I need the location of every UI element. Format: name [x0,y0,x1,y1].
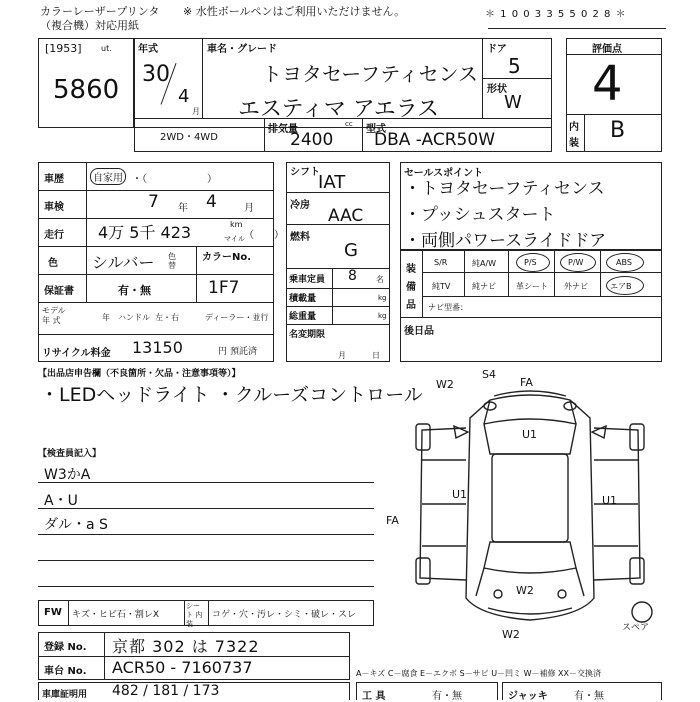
chassis-value: ACR50 - 7160737 [112,658,253,677]
equip-tv: 純TV [432,282,451,291]
history-value: 自家用 [90,168,126,185]
shift-value: IAT [318,172,346,193]
damage-legend: A－キズ C－腐食 E－エクボ S－サビ U－凹ミ W－補修 XX－交換済 [356,669,602,678]
recycle-value: 13150 [132,338,183,357]
registration-value: 京都 302 は 7322 [112,637,260,656]
car-grade: トヨタセーフティセンス [262,62,478,86]
damage-mark-u1-left: U1 [452,488,468,501]
inspection-month: 4 [206,192,217,212]
listing-notes-value: ・LEDヘッドライト ・クルーズコントロール [40,384,423,406]
rating-label: 評価点 [592,44,622,55]
damage-mark-fa-top: FA [520,376,533,389]
inspector-note-3: ダル・a S [44,517,108,533]
model-value: DBA -ACR50W [374,130,496,150]
sales-point-2: ・プッシュスタート [404,205,556,225]
year-label: 年式 [138,44,158,55]
fw-label: FW [44,607,62,618]
car-name: エスティマ アエラス [238,97,440,122]
lot-stamp-suffix: ut. [101,44,112,53]
inspector-label: 【検査員記入】 [38,449,102,459]
damage-mark-w2-bottom: W2 [502,628,520,641]
interior-value: B [610,118,626,143]
registration-label: 登録 No. [44,642,87,653]
fuel-value: G [344,240,358,261]
mileage-value: 4万 5千 423 [98,223,192,242]
inspection-label: 車検 [44,202,64,213]
wheel-rear-right [630,558,644,584]
shape-label: 形状 [487,84,507,95]
color-value: シルバー [92,253,155,272]
equip-ext-navi: 外ナビ [564,282,588,291]
model-label: 型式 [366,124,386,135]
damage-mark-u1-roof: U1 [522,428,538,441]
door-value: 5 [508,54,521,78]
warranty-label: 保証書 [44,286,74,297]
chassis-label: 車台 No. [44,666,87,677]
post-install-label: 後日品 [404,326,434,337]
car-name-label: 車名・グレード [207,44,277,55]
equip-airbag: エアB [610,282,632,291]
tools-value: 有・無 [432,691,462,702]
navi-model-label: ナビ型番： [428,303,468,312]
door-label: ドア [487,44,507,55]
year-month: 4 [178,86,190,107]
ac-label: 冷房 [290,200,310,211]
equip-pw-circle [560,253,596,272]
barcode-underline [488,18,666,29]
spare-label: スペア [622,623,650,633]
shape-value: W [504,92,522,113]
capacity-label: 乗車定員 [289,275,326,285]
drive-label: 2WD・4WD [160,132,218,143]
equip-airbag-circle [606,276,644,295]
car-roof [492,454,568,542]
lot-box [38,38,134,128]
damage-mark-s4: S4 [482,368,496,381]
header-printer-label: カラーレーザープリンタ [40,5,160,18]
ac-value: AAC [328,206,364,226]
rating-value: 4 [592,56,623,112]
equip-navi: 純ナビ [472,282,496,291]
wheel-front-left [416,424,430,450]
fw-text: キズ・ヒビ石・割レX [72,610,159,620]
wheel-rear-left [416,558,430,584]
equip-power-window: P/W [568,258,584,267]
header-notice: ※ 水性ボールペンはご利用いただけません。 [183,5,406,18]
sales-point-1: ・トヨタセーフティセンス [404,179,605,199]
equip-leather-seat: 革シート [516,282,548,291]
displacement-value: 2400 [290,130,334,150]
cert-value: 482 / 181 / 173 [112,683,220,699]
wheel-front-right [630,424,644,450]
color-no-label: カラーNo. [202,252,252,263]
capacity-value: 8 [348,268,357,284]
sales-point-3: ・両側パワースライドドア [404,231,607,251]
equip-power-steering: P/S [524,258,537,267]
shift-label: シフト [290,167,320,178]
lot-stamp: [1953] [45,42,82,55]
equip-abs: ABS [616,258,632,267]
inspector-note-1: W3かA [44,467,91,483]
damage-mark-fa-left: FA [386,514,399,527]
fuel-label: 燃料 [290,232,310,243]
load-label: 積載量 [289,294,317,304]
damage-mark-u1-right: U1 [602,494,618,507]
inspection-year: 7 [148,192,159,212]
tools-label: 工 具 [362,691,386,702]
jack-label: ジャッキ [508,691,548,702]
mileage-label: 走行 [44,230,64,241]
header-paper-label: （複合機）対応用紙 [40,19,139,32]
listing-notes-label: 【出品店申告欄（不良箇所・欠品・注意事項等）】 [38,369,241,379]
seat-condition-text: コゲ・穴・汚レ・シミ・破レ・スレ [212,610,357,620]
warranty-value: 有・無 [118,284,151,297]
car-damage-diagram [380,368,680,648]
term-label: 名変期限 [289,330,326,340]
color-label: 色 [48,258,58,269]
barcode-number: ＊ 1 0 0 3 3 5 5 0 2 8 ＊ [485,9,627,20]
equip-alloy-wheel: 純A/W [472,259,497,268]
equip-ps-circle [516,253,550,272]
equip-sunroof: S/R [434,258,448,267]
car-rear-window [484,542,576,573]
post-install-box [400,318,662,362]
spare-tire [632,602,652,622]
history-label: 車歴 [44,174,64,185]
sales-points-label: セールスポイント [404,168,484,179]
color-no-value: 1F7 [208,278,240,298]
damage-mark-w2-top: W2 [436,378,454,391]
inspector-note-2: A・U [44,493,78,509]
damage-mark-w2-rear: W2 [516,584,534,597]
gross-label: 総重量 [289,312,317,322]
displacement-label: 排気量 [268,124,298,135]
equip-abs-circle [606,253,644,272]
lot-number: 5860 [53,75,120,105]
year-value: 30 [142,62,170,87]
jack-value: 有・無 [574,691,604,702]
recycle-label: リサイクル料金 [42,348,111,359]
cert-label: 車庫証明用 [42,690,88,700]
